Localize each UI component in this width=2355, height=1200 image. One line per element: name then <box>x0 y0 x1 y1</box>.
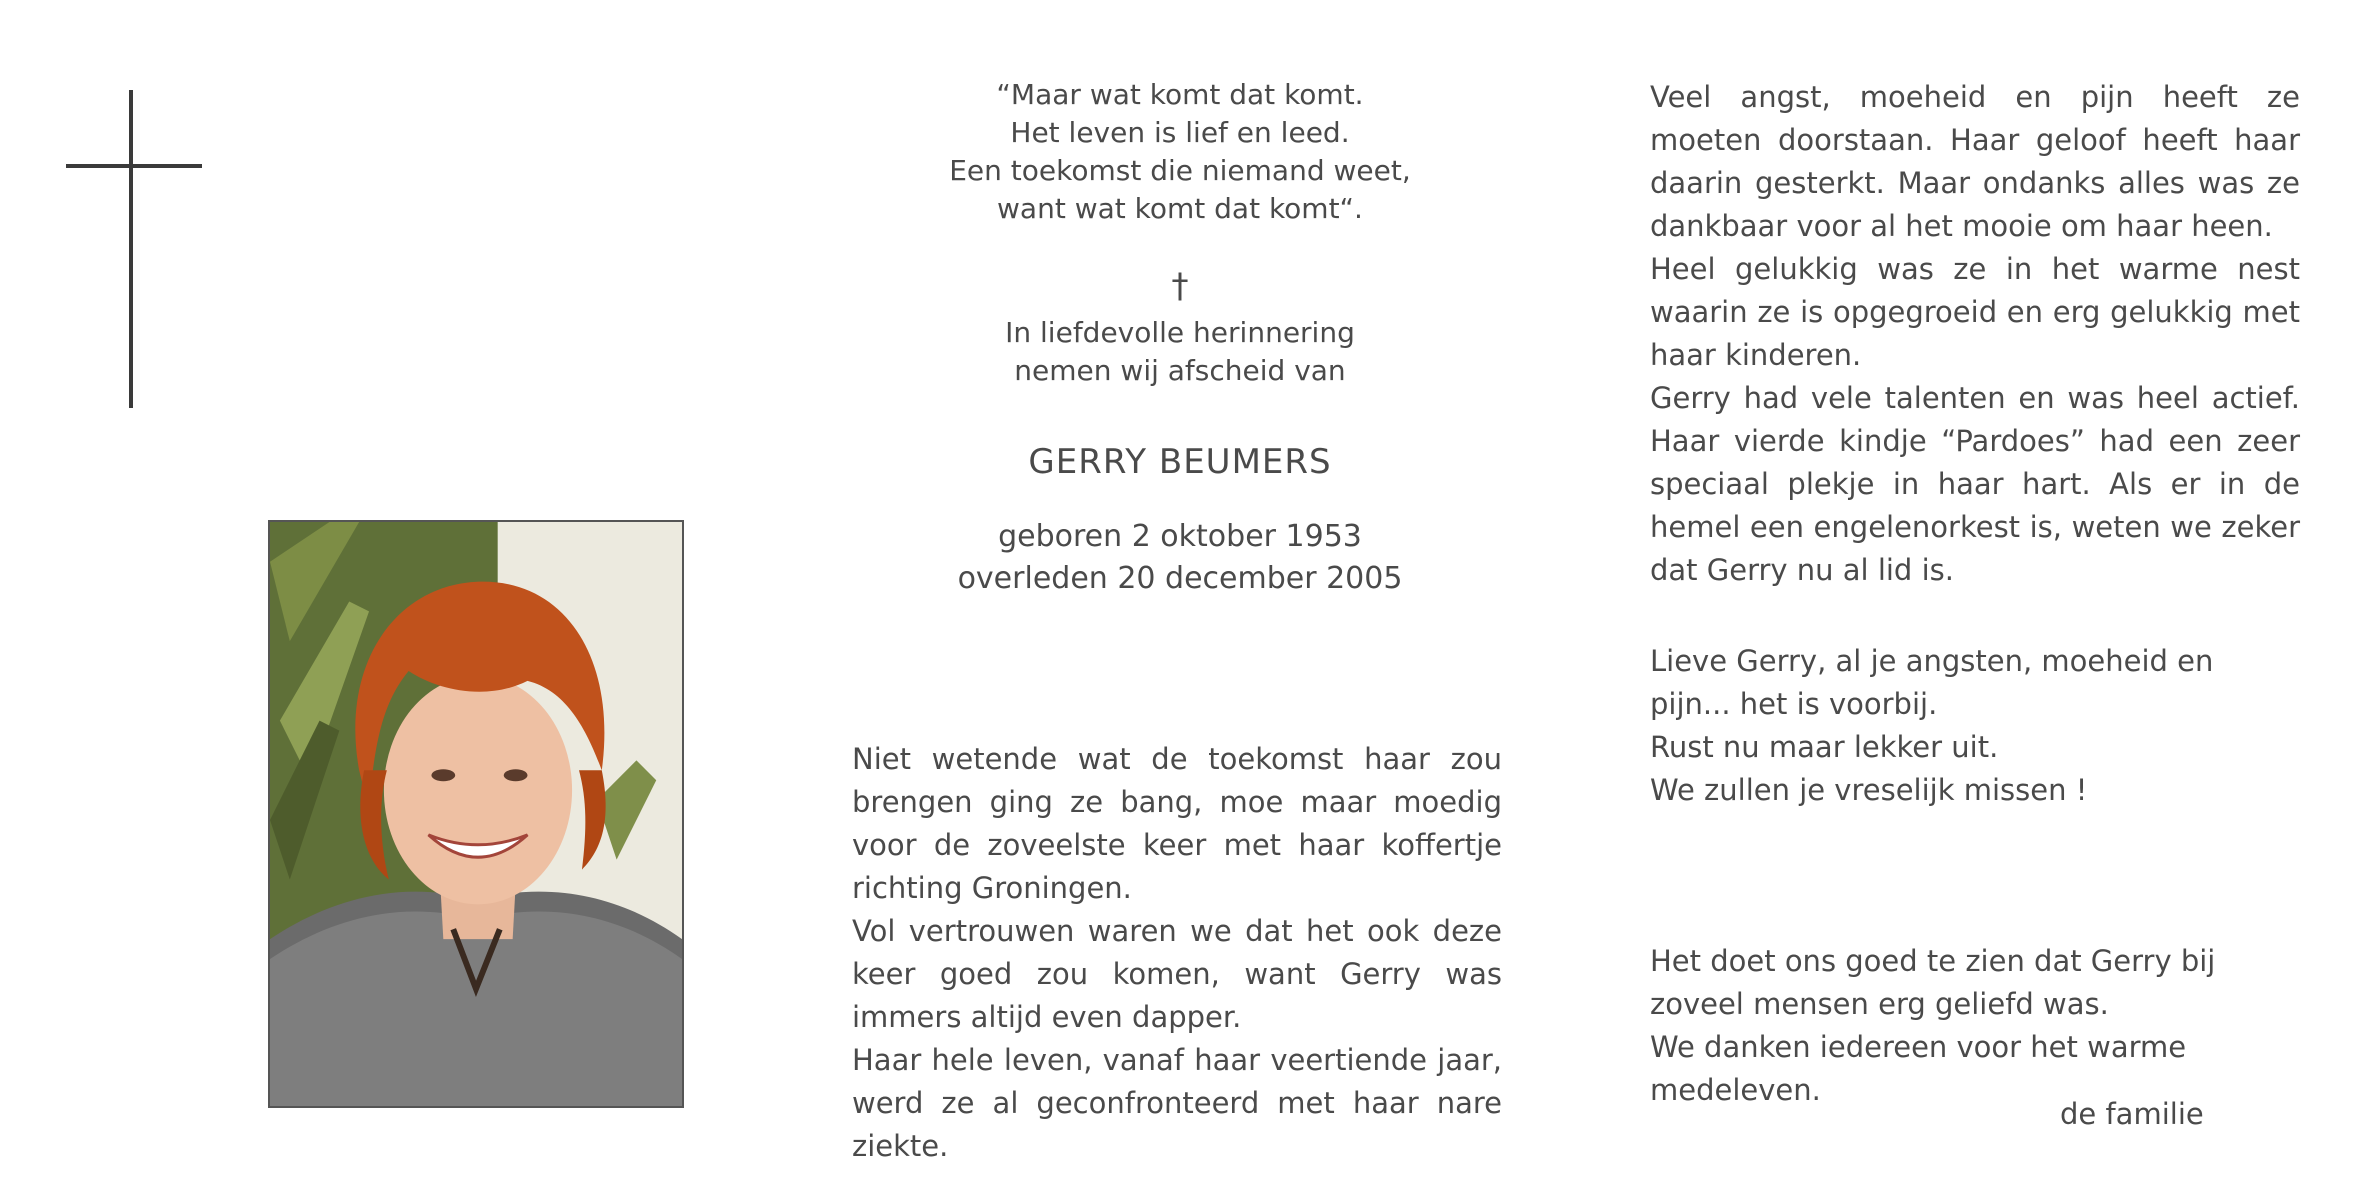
farewell-text-block <box>1650 640 2300 812</box>
left-text-block <box>852 738 1502 1168</box>
portrait-illustration <box>270 522 682 1106</box>
cross-vertical-bar <box>129 90 133 408</box>
paragraph: Haar hele leven, vanaf haar veertiende jaar, werd ze al geconfronteerd met haar nare ziekte. <box>852 1043 1502 1163</box>
cross-icon <box>66 90 202 408</box>
life-dates <box>900 516 1460 600</box>
paragraph: Heel gelukkig was ze in het warme nest waarin ze is opgegroeid en erg gelukkig met haar kinderen. <box>1650 252 2300 372</box>
small-cross-icon: † <box>1171 266 1189 306</box>
paragraph: Veel angst, moeheid en pijn heeft ze moeten doorstaan. Haar geloof heeft haar daarin gesterkt. Maar ondanks alles was ze dankbaar voor al het mooie om haar heen. <box>1650 80 2300 243</box>
paragraph: We zullen je vreselijk missen ! <box>1650 773 2088 807</box>
paragraph: Rust nu maar lekker uit. <box>1650 730 1999 764</box>
memory-line: In liefdevolle herinnering <box>1005 316 1355 349</box>
cross-horizontal-bar <box>66 164 202 168</box>
memory-line: nemen wij afscheid van <box>1014 354 1346 387</box>
paragraph: Het doet ons goed te zien dat Gerry bij zoveel mensen erg geliefd was. <box>1650 944 2216 1021</box>
paragraph: We danken iedereen voor het warme medeleven. <box>1650 1030 2187 1107</box>
paragraph: Vol vertrouwen waren we dat het ook deze keer goed zou komen, want Gerry was immers altijd even dapper. <box>852 914 1502 1034</box>
deceased-name: GERRY BEUMERS <box>1028 442 1332 482</box>
portrait-photo <box>268 520 684 1108</box>
poem-line: Het leven is lief en leed. <box>1010 116 1350 149</box>
paragraph: Niet wetende wat de toekomst haar zou brengen ging ze bang, moe maar moedig voor de zoveelste keer met haar koffertje richting Groningen. <box>852 742 1502 905</box>
poem-line: want wat komt dat komt“. <box>997 192 1363 225</box>
birth-date: geboren 2 oktober 1953 <box>998 519 1362 554</box>
paragraph: Gerry had vele talenten en was heel actief. Haar vierde kindje “Pardoes” had een zeer speciaal plekje in haar hart. Als er in de hemel een engelenorkest is, weten we zeker dat Gerry nu al lid is. <box>1650 381 2300 587</box>
thanks-text-block <box>1650 940 2300 1112</box>
paragraph: Lieve Gerry, al je angsten, moeheid en pijn... het is voorbij. <box>1650 644 2214 721</box>
death-date: overleden 20 december 2005 <box>957 561 1403 596</box>
right-text-block <box>1650 76 2300 592</box>
poem-line: Een toekomst die niemand weet, <box>949 154 1411 187</box>
poem-line: “Maar wat komt dat komt. <box>996 78 1364 111</box>
poem <box>900 76 1460 228</box>
memory-heading <box>900 314 1460 390</box>
signature: de familie <box>2060 1097 2204 1131</box>
